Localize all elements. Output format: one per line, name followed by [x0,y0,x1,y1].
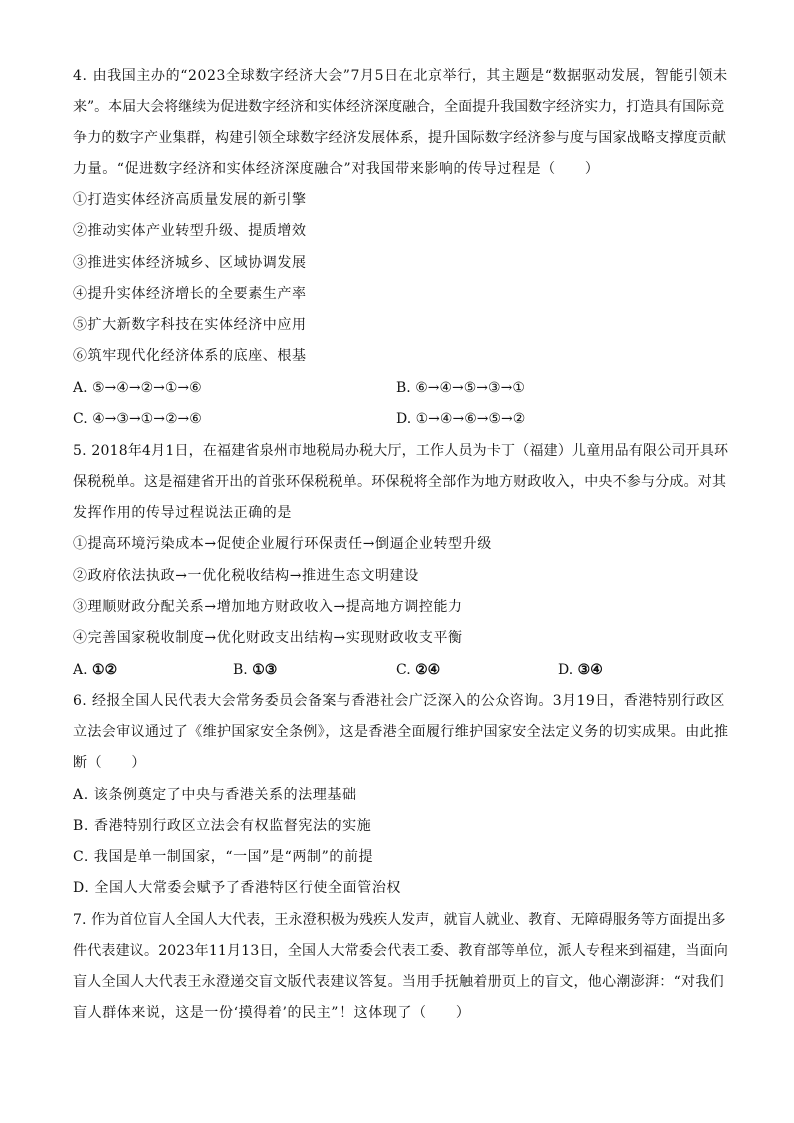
q4-stem-line-3: 争力的数字产业集群，构建引领全球数字经济发展体系，提升国际数字经济参与度与国家战略支撑度贡献 [73,130,727,146]
q6-stem-line-2: 立法会审议通过了《维护国家安全条例》，这是香港全面履行维护国家安全法定义务的切实成果。由此推 [73,724,729,740]
q4-stem-line-1: 4. 由我国主办的“2023全球数字经济大会”7月5日在北京举行，其主题是“数据驱动发展，智能引领未 [73,68,728,84]
q5-option-c-label: C. [396,662,416,678]
q4-option-d: D. ①→④→⑥→⑤→② [396,411,526,427]
q5-option-a [73,660,117,680]
q7-stem-line-4: 盲人群体来说，这是一份‘摸得着’的民主”！这体现了（ ） [73,1005,471,1021]
q4-option-a: A. ⑤→④→②→①→⑥ [73,380,202,396]
q5-option-b-text: ①③ [252,662,278,678]
q6-stem-line-3: 断（ ） [73,755,146,771]
q5-option-a-label: A. [73,662,93,678]
q4-item-4: ④提升实体经济增长的全要素生产率 [73,286,307,302]
q5-item-1: ①提高环境污染成本→促使企业履行环保责任→倒逼企业转型升级 [73,536,492,552]
q5-option-d [558,660,603,680]
q5-option-c [396,660,440,680]
q7-stem-line-3: 盲人全国人大代表王永澄递交盲文版代表建议答复。当用手抚触着册页上的盲文，他心潮澎湃：“对我们 [73,974,724,990]
q5-item-2: ②政府依法执政→一优化税收结构→推进生态文明建设 [73,568,419,584]
q4-option-c: C. ④→③→①→②→⑥ [73,411,202,427]
q4-item-2: ②推动实体产业转型升级、提质增效 [73,223,307,239]
q4-option-b: B. ⑥→④→⑤→③→① [396,380,525,396]
q6-option-a: A. 该条例奠定了中央与香港关系的法理基础 [73,787,357,803]
q5-option-a-text: ①② [92,662,118,678]
q5-stem-line-3: 发挥作用的传导过程说法正确的是 [73,505,292,521]
q4-item-3: ③推进实体经济城乡、区域协调发展 [73,255,307,271]
q5-option-b [233,660,277,680]
q6-option-d: D. 全国人大常委会赋予了香港特区行使全面管治权 [73,880,402,896]
q5-stem-line-2: 保税税单。这是福建省开出的首张环保税税单。环保税将全部作为地方财政收入，中央不参与分成。对其 [73,474,727,490]
q5-item-4: ④完善国家税收制度→优化财政支出结构→实现财政收支平衡 [73,630,463,646]
q5-option-b-label: B. [233,662,253,678]
q5-option-d-label: D. [558,662,578,678]
q6-option-b: B. 香港特别行政区立法会有权监督宪法的实施 [73,818,372,834]
q4-stem-line-4: 力量。“促进数字经济和实体经济深度融合”对我国带来影响的传导过程是（ ） [73,161,600,177]
q4-item-1: ①打造实体经济高质量发展的新引擎 [73,192,307,208]
q7-stem-line-1: 7. 作为首位盲人全国人大代表，王永澄积极为残疾人发声，就盲人就业、教育、无障碍服务等方面提出多 [73,912,726,928]
q4-stem-line-2: 来”。本届大会将继续为促进数字经济和实体经济深度融合，全面提升我国数字经济实力，打造具有国际竞 [73,99,725,115]
q4-item-6: ⑥筑牢现代化经济体系的底座、根基 [73,348,307,364]
q6-stem-line-1: 6. 经报全国人民代表大会常务委员会备案与香港社会广泛深入的公众咨询。3月19日，香港特别行政区 [73,693,725,709]
q5-option-d-text: ③④ [577,662,603,678]
q5-stem-line-1: 5. 2018年4月1日，在福建省泉州市地税局办税大厅，工作人员为卡丁（福建）儿童用品有限公司开具环 [73,443,729,459]
q5-option-c-text: ②④ [415,662,441,678]
q6-option-c: C. 我国是单一制国家，“一国”是“两制”的前提 [73,849,374,865]
q5-item-3: ③理顺财政分配关系→增加地方财政收入→提高地方调控能力 [73,599,463,615]
q7-stem-line-2: 件代表建议。2023年11月13日，全国人大常委会代表工委、教育部等单位，派人专程来到福建，当面向 [73,943,729,959]
q4-item-5: ⑤扩大新数字科技在实体经济中应用 [73,317,307,333]
